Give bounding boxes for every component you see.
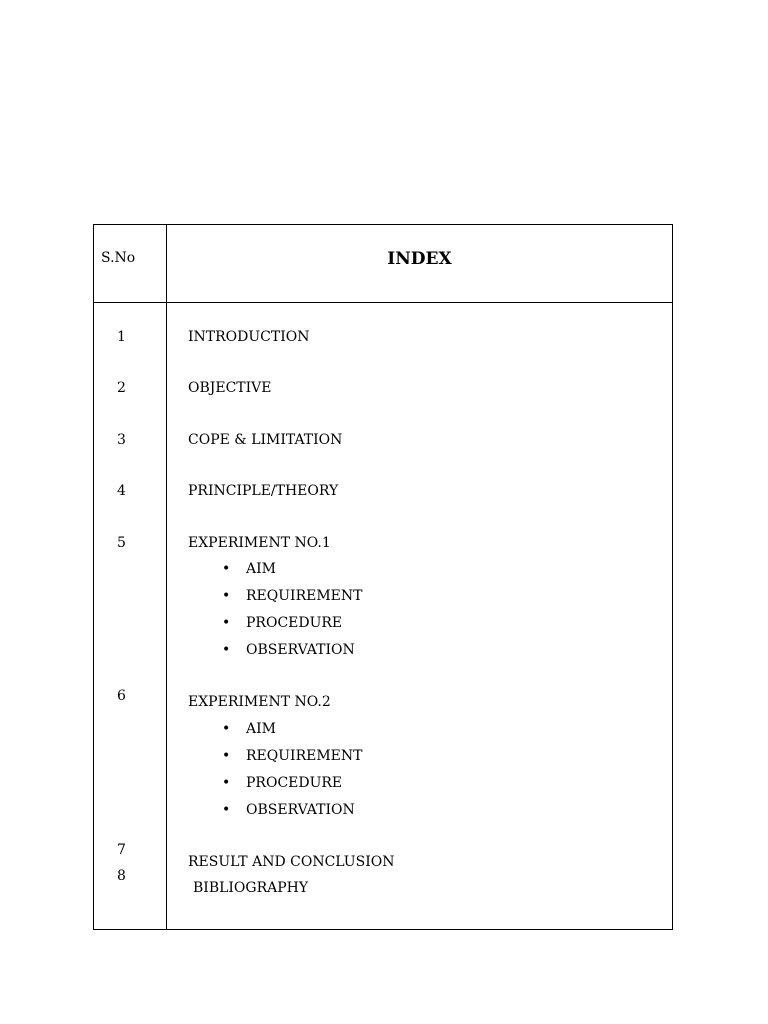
entry-number: 5 [117, 535, 126, 551]
entry-title: EXPERIMENT NO.1 [188, 535, 331, 551]
entry-title: PRINCIPLE/THEORY [188, 483, 339, 499]
header-sno: S.No [101, 250, 136, 266]
entry-title: INTRODUCTION [188, 329, 310, 345]
bullet-item [222, 615, 342, 631]
bullet-icon: • [222, 802, 231, 818]
bullet-item [222, 588, 362, 604]
entry-title: EXPERIMENT NO.2 [188, 694, 331, 710]
bullet-item [222, 802, 355, 818]
entry-number: 3 [117, 432, 126, 448]
header-divider [94, 302, 672, 303]
entry-title: BIBLIOGRAPHY [193, 880, 309, 896]
bullet-icon: • [222, 775, 231, 791]
bullet-text: AIM [246, 721, 276, 737]
entry-title: COPE & LIMITATION [188, 432, 343, 448]
bullet-text: PROCEDURE [246, 615, 343, 631]
bullet-icon: • [222, 721, 231, 737]
bullet-item [222, 721, 276, 737]
entry-number: 7 [117, 842, 126, 858]
bullet-item [222, 775, 342, 791]
entry-title: OBJECTIVE [188, 380, 272, 396]
bullet-text: OBSERVATION [246, 802, 355, 818]
entry-title: RESULT AND CONCLUSION [188, 854, 395, 870]
bullet-item [222, 642, 355, 658]
index-table [93, 224, 673, 930]
column-divider [166, 225, 167, 929]
entry-number: 2 [117, 380, 126, 396]
entry-number: 1 [117, 329, 126, 345]
entry-number: 8 [117, 868, 126, 884]
bullet-text: AIM [246, 561, 276, 577]
bullet-text: REQUIREMENT [246, 748, 363, 764]
bullet-text: REQUIREMENT [246, 588, 363, 604]
bullet-icon: • [222, 561, 231, 577]
bullet-icon: • [222, 642, 231, 658]
entry-number: 4 [117, 483, 126, 499]
entry-number: 6 [117, 688, 126, 704]
bullet-text: PROCEDURE [246, 775, 343, 791]
bullet-icon: • [222, 748, 231, 764]
bullet-icon: • [222, 615, 231, 631]
bullet-text: OBSERVATION [246, 642, 355, 658]
header-index-title: INDEX [387, 249, 452, 269]
bullet-item [222, 748, 362, 764]
bullet-item [222, 561, 276, 577]
bullet-icon: • [222, 588, 231, 604]
